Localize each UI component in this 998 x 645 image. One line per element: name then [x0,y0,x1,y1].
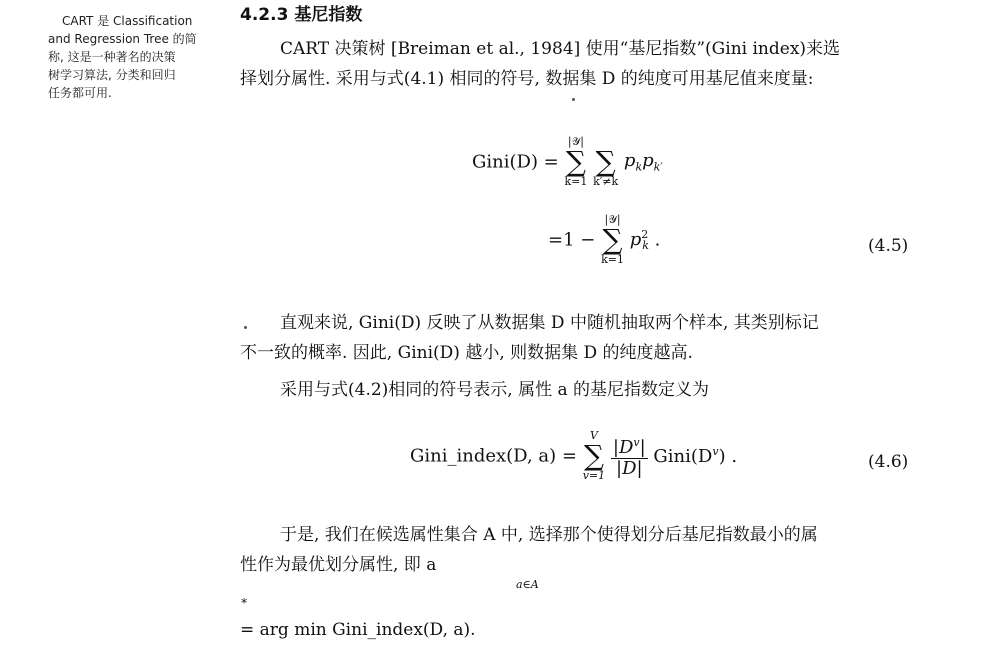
sum-symbol: |𝒴| ∑ k=1 [601,213,624,266]
fraction: $\frac{|D^v|}{|D|}$ [611,433,648,479]
paragraph-line: 采用与式(4.2)相同的符号表示, 属性 a 的基尼指数定义为 [280,380,710,400]
margin-note-line: 树学习算法, 分类和回归 [48,68,176,82]
equation-number: (4.6) [868,452,909,472]
margin-note [48,12,228,102]
argmin-subscript: a∈A [516,578,539,591]
margin-note-line: 称, 这是一种著名的决策 [48,50,176,64]
equation-number: (4.5) [868,236,909,256]
eq-lhs: Gini(D) = [472,151,559,173]
section-heading: 4.2.3 基尼指数 [240,5,363,25]
eq-term: $p_kp_{k'}$ [623,150,663,174]
eq-prefix: =1 − [548,229,596,251]
equation-4-5-line2: =1 − |𝒴| ∑ k=1 $p^2_k$ . [548,213,661,266]
paragraph-line: CART 决策树 [Breiman et al., 1984] 使用“基尼指数”(Gini index)来选 [280,39,841,59]
paragraph-gini-meaning [240,308,819,368]
paragraph-intro [240,34,840,94]
sum-symbol: ∑ k′≠k [593,145,619,188]
equation-4-6 [410,430,737,482]
eq-lhs: Gini_index(D, a) = [410,445,577,467]
sum-symbol: V ∑ v=1 [582,429,606,482]
paragraph-line: 择划分属性. 采用与式(4.1) 相同的符号, 数据集 D 的纯度可用基尼值来度量: [240,69,814,89]
paragraph-line: 直观来说, Gini(D) 反映了从数据集 D 中随机抽取两个样本, 其类别标记 [280,313,819,333]
margin-note-line: and Regression Tree 的简 [48,32,197,46]
sum-symbol: |𝒴| ∑ k=1 [564,135,588,188]
eq-term: $p^2_k$ [629,227,649,253]
eq-rhs: $Gini(D^v)$ . [653,445,738,467]
paragraph-line: 不一致的概率. 因此, Gini(D) 越小, 则数据集 D 的纯度越高. [240,343,693,363]
margin-note-line: CART 是 Classification [62,14,193,28]
paragraph-line: 性作为最优划分属性, 即 a $_∗$ = arg min Gini_index(D, a). [240,555,476,641]
equation-4-5-line1 [472,136,663,188]
paragraph-gini-index-def [240,375,709,405]
scan-dot [572,98,575,101]
margin-note-line: 任务都可用. [48,86,112,100]
paragraph-line: 于是, 我们在候选属性集合 A 中, 选择那个使得划分后基尼指数最小的属 [280,525,818,545]
